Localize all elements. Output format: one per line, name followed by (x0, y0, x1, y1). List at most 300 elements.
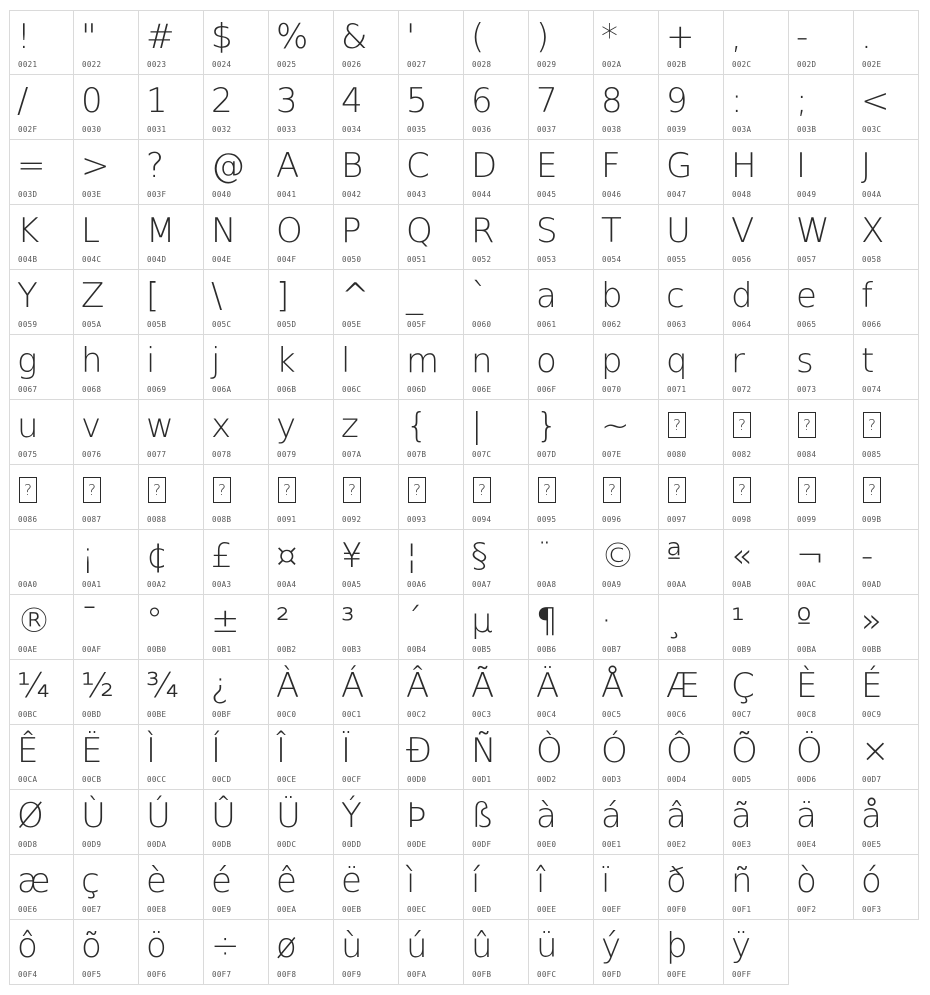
glyph-char: ) (536, 17, 550, 57)
glyph-cell (724, 855, 789, 920)
glyph-code-label: 00EB (342, 905, 362, 914)
glyph-code-label: 00F2 (797, 905, 817, 914)
glyph-cell (594, 595, 659, 660)
missing-glyph-box: ? (408, 477, 426, 503)
glyph-char: \ (211, 276, 223, 316)
glyph-cell (269, 855, 334, 920)
glyph-char: ª (666, 536, 683, 576)
glyph-code-label: 0084 (797, 450, 817, 459)
glyph-cell (9, 660, 74, 725)
glyph-cell (204, 270, 269, 335)
glyph-cell (204, 400, 269, 465)
glyph-code-label: 0080 (667, 450, 687, 459)
glyph-char: þ (666, 926, 688, 966)
glyph-code-label: 00DA (147, 840, 167, 849)
glyph-code-label: 00AA (667, 580, 687, 589)
glyph-code-label: 0062 (602, 320, 622, 329)
glyph-code-label: 00AF (82, 645, 102, 654)
glyph-cell (269, 725, 334, 790)
glyph-table (9, 10, 919, 985)
glyph-cell (204, 595, 269, 660)
missing-glyph-box: ? (733, 412, 751, 438)
glyph-char: á (601, 796, 622, 836)
glyph-code-label: 007C (472, 450, 492, 459)
glyph-cell (789, 270, 854, 335)
glyph-code-label: 008B (212, 515, 232, 524)
glyph-code-label: 00FE (667, 970, 687, 979)
glyph-code-label: 00B7 (602, 645, 622, 654)
glyph-cell (464, 725, 529, 790)
glyph-char: Ë (81, 731, 103, 771)
glyph-code-label: 00A5 (342, 580, 362, 589)
glyph-code-label: 0082 (732, 450, 752, 459)
glyph-char: V (731, 211, 755, 251)
glyph-code-label: 00BC (18, 710, 38, 719)
glyph-char: 0 (81, 81, 103, 121)
glyph-code-label: 00A9 (602, 580, 622, 589)
glyph-code-label: 00AD (862, 580, 882, 589)
glyph-code-label: 002F (18, 125, 38, 134)
glyph-cell (139, 140, 204, 205)
glyph-cell (74, 660, 139, 725)
glyph-char: ; (796, 81, 808, 121)
glyph-char: Þ (406, 796, 427, 836)
glyph-char: T (601, 211, 622, 251)
glyph-cell (204, 205, 269, 270)
glyph-char: Q (406, 211, 433, 251)
glyph-cell (204, 140, 269, 205)
glyph-cell (464, 270, 529, 335)
glyph-cell (659, 595, 724, 660)
glyph-char: Í (211, 731, 222, 771)
glyph-cell (464, 790, 529, 855)
glyph-code-label: 00B6 (537, 645, 557, 654)
glyph-char: ÿ (731, 926, 752, 966)
glyph-code-label: 0086 (18, 515, 38, 524)
glyph-cell (204, 335, 269, 400)
glyph-code-label: 0087 (82, 515, 102, 524)
glyph-cell (529, 530, 594, 595)
glyph-char: ¹ (731, 601, 745, 641)
glyph-code-label: 003D (18, 190, 38, 199)
glyph-char: G (666, 146, 693, 186)
glyph-char: o (536, 341, 557, 381)
glyph-code-label: 0040 (212, 190, 232, 199)
glyph-code-label: 0026 (342, 60, 362, 69)
glyph-code-label: 00A7 (472, 580, 492, 589)
glyph-code-label: 0035 (407, 125, 427, 134)
missing-glyph-box: ? (668, 412, 686, 438)
glyph-char: ú (406, 926, 428, 966)
glyph-cell (789, 660, 854, 725)
glyph-char: W (796, 211, 830, 251)
glyph-code-label: 00BE (147, 710, 167, 719)
glyph-char: Ð (406, 731, 433, 771)
glyph-cell (724, 270, 789, 335)
glyph-code-label: 00DC (277, 840, 297, 849)
glyph-char: _ (406, 276, 423, 316)
glyph-char: Ä (536, 666, 560, 706)
glyph-cell (139, 530, 204, 595)
glyph-code-label: 0088 (147, 515, 167, 524)
glyph-char: é (211, 861, 232, 901)
glyph-cell (529, 270, 594, 335)
missing-glyph-box: ? (213, 477, 231, 503)
glyph-cell (139, 400, 204, 465)
glyph-cell (594, 660, 659, 725)
glyph-char: $ (211, 17, 233, 57)
glyph-char: K (17, 211, 40, 251)
glyph-cell (529, 10, 594, 75)
glyph-char: ¦ (406, 536, 418, 576)
glyph-char: i (146, 341, 156, 381)
glyph-code-label: 002B (667, 60, 687, 69)
glyph-cell (464, 530, 529, 595)
glyph-code-label: 0085 (862, 450, 882, 459)
glyph-code-label: 0050 (342, 255, 362, 264)
glyph-cell (659, 660, 724, 725)
glyph-char: À (276, 666, 300, 706)
glyph-char: è (146, 861, 167, 901)
glyph-code-label: 0079 (277, 450, 297, 459)
glyph-code-label: 0097 (667, 515, 687, 524)
glyph-code-label: 0098 (732, 515, 752, 524)
glyph-cell (529, 595, 594, 660)
glyph-code-label: 00D8 (18, 840, 38, 849)
glyph-cell (594, 855, 659, 920)
glyph-cell (334, 725, 399, 790)
glyph-code-label: 00CD (212, 775, 232, 784)
glyph-code-label: 00C9 (862, 710, 882, 719)
glyph-cell (139, 790, 204, 855)
glyph-code-label: 00FC (537, 970, 557, 979)
glyph-code-label: 00C0 (277, 710, 297, 719)
glyph-char: ì (406, 861, 416, 901)
glyph-code-label: 00AC (797, 580, 817, 589)
glyph-char: ¯ (81, 601, 98, 641)
glyph-char: / (17, 81, 29, 121)
glyph-cell (529, 855, 594, 920)
glyph-cell (789, 855, 854, 920)
glyph-code-label: 0067 (18, 385, 38, 394)
glyph-cell (464, 10, 529, 75)
glyph-code-label: 0074 (862, 385, 882, 394)
glyph-code-label: 00E0 (537, 840, 557, 849)
glyph-cell (854, 660, 919, 725)
glyph-code-label: 0066 (862, 320, 882, 329)
glyph-cell (74, 205, 139, 270)
glyph-cell (529, 920, 594, 985)
glyph-char: 2 (211, 81, 233, 121)
glyph-code-label: 0033 (277, 125, 297, 134)
glyph-char: z (341, 406, 359, 446)
glyph-cell (724, 530, 789, 595)
glyph-code-label: 00DE (407, 840, 427, 849)
glyph-code-label: 0068 (82, 385, 102, 394)
glyph-char: s (796, 341, 814, 381)
glyph-code-label: 00E4 (797, 840, 817, 849)
glyph-code-label: 0043 (407, 190, 427, 199)
glyph-char: ± (211, 601, 240, 641)
glyph-code-label: 00A6 (407, 580, 427, 589)
glyph-code-label: 0023 (147, 60, 167, 69)
glyph-char: g (17, 341, 38, 381)
glyph-cell (789, 465, 854, 530)
glyph-code-label: 0095 (537, 515, 557, 524)
glyph-char: ¨ (536, 536, 553, 576)
glyph-char: ² (276, 601, 290, 641)
glyph-char: [ (146, 276, 160, 316)
glyph-char: ? (146, 146, 165, 186)
glyph-code-label: 0077 (147, 450, 167, 459)
glyph-char: r (731, 341, 745, 381)
glyph-cell (334, 205, 399, 270)
glyph-char: u (17, 406, 39, 446)
glyph-cell (464, 465, 529, 530)
glyph-char: Õ (731, 731, 758, 771)
glyph-code-label: 003B (797, 125, 817, 134)
glyph-cell (269, 465, 334, 530)
glyph-cell (139, 75, 204, 140)
glyph-cell (724, 790, 789, 855)
glyph-char: e (796, 276, 817, 316)
glyph-cell (594, 400, 659, 465)
glyph-code-label: 0073 (797, 385, 817, 394)
glyph-code-label: 00E7 (82, 905, 102, 914)
glyph-cell (139, 465, 204, 530)
glyph-code-label: 00EC (407, 905, 427, 914)
glyph-char: 4 (341, 81, 363, 121)
glyph-code-label: 003F (147, 190, 167, 199)
glyph-cell (789, 790, 854, 855)
glyph-code-label: 0072 (732, 385, 752, 394)
glyph-char: p (601, 341, 623, 381)
glyph-cell (659, 75, 724, 140)
glyph-char: C (406, 146, 430, 186)
glyph-code-label: 00D2 (537, 775, 557, 784)
glyph-cell (464, 595, 529, 660)
glyph-cell (594, 140, 659, 205)
glyph-code-label: 0049 (797, 190, 817, 199)
glyph-code-label: 0038 (602, 125, 622, 134)
glyph-char: % (276, 17, 309, 57)
glyph-char: ù (341, 926, 363, 966)
glyph-cell (594, 270, 659, 335)
glyph-cell (659, 790, 724, 855)
missing-glyph-box: ? (473, 477, 491, 503)
glyph-char: " (81, 17, 97, 57)
glyph-cell (464, 920, 529, 985)
glyph-cell (204, 920, 269, 985)
glyph-cell (399, 595, 464, 660)
glyph-cell (9, 595, 74, 660)
glyph-cell (399, 790, 464, 855)
glyph-code-label: 0053 (537, 255, 557, 264)
glyph-char: l (341, 341, 351, 381)
glyph-code-label: 006A (212, 385, 232, 394)
glyph-char: ç (81, 861, 100, 901)
glyph-char: D (471, 146, 498, 186)
glyph-char: F (601, 146, 621, 186)
glyph-char: å (861, 796, 882, 836)
glyph-char: £ (211, 536, 233, 576)
glyph-char: m (406, 341, 440, 381)
glyph-code-label: 00C1 (342, 710, 362, 719)
glyph-char: f (861, 276, 873, 316)
glyph-char: h (81, 341, 103, 381)
glyph-cell (529, 725, 594, 790)
glyph-cell (269, 75, 334, 140)
glyph-char: S (536, 211, 558, 251)
glyph-char: 5 (406, 81, 428, 121)
glyph-char: í (471, 861, 481, 901)
glyph-char: A (276, 146, 300, 186)
glyph-char: ¼ (17, 666, 50, 706)
glyph-cell (334, 335, 399, 400)
glyph-code-label: 002C (732, 60, 752, 69)
glyph-code-label: 0041 (277, 190, 297, 199)
glyph-cell (269, 10, 334, 75)
glyph-cell (74, 855, 139, 920)
glyph-cell (269, 335, 334, 400)
glyph-char: ½ (81, 666, 114, 706)
glyph-char: Ã (471, 666, 495, 706)
glyph-cell (334, 465, 399, 530)
glyph-cell (464, 660, 529, 725)
glyph-code-label: 006E (472, 385, 492, 394)
glyph-cell (594, 75, 659, 140)
glyph-code-label: 00A2 (147, 580, 167, 589)
glyph-code-label: 0030 (82, 125, 102, 134)
glyph-char: # (146, 17, 175, 57)
glyph-cell (464, 855, 529, 920)
glyph-cell (854, 10, 919, 75)
glyph-char: ÷ (211, 926, 240, 966)
glyph-code-label: 00D5 (732, 775, 752, 784)
glyph-code-label: 00E8 (147, 905, 167, 914)
glyph-code-label: 00CE (277, 775, 297, 784)
glyph-char: c (666, 276, 685, 316)
glyph-code-label: 00B2 (277, 645, 297, 654)
glyph-cell (854, 205, 919, 270)
glyph-char: ¤ (276, 536, 298, 576)
glyph-char: Ê (17, 731, 39, 771)
glyph-char: X (861, 211, 885, 251)
glyph-code-label: 0059 (18, 320, 38, 329)
glyph-char: ¾ (146, 666, 179, 706)
glyph-char: < (861, 81, 890, 121)
glyph-cell (9, 530, 74, 595)
glyph-code-label: 004A (862, 190, 882, 199)
glyph-cell (9, 10, 74, 75)
glyph-cell (659, 140, 724, 205)
glyph-cell (334, 920, 399, 985)
glyph-cell (854, 75, 919, 140)
glyph-char: : (731, 81, 743, 121)
glyph-cell (789, 725, 854, 790)
glyph-code-label: 00D1 (472, 775, 492, 784)
glyph-cell (854, 855, 919, 920)
glyph-cell (399, 660, 464, 725)
glyph-code-label: 00D7 (862, 775, 882, 784)
glyph-cell (139, 10, 204, 75)
glyph-code-label: 0022 (82, 60, 102, 69)
glyph-cell (529, 205, 594, 270)
glyph-char: Ò (536, 731, 563, 771)
glyph-code-label: 007E (602, 450, 622, 459)
glyph-cell (9, 270, 74, 335)
glyph-cell (789, 205, 854, 270)
glyph-cell (269, 400, 334, 465)
glyph-char: N (211, 211, 237, 251)
glyph-char: ¸ (666, 601, 683, 641)
glyph-char: Ø (17, 796, 44, 836)
glyph-cell (399, 855, 464, 920)
glyph-code-label: 00DB (212, 840, 232, 849)
glyph-char: U (666, 211, 691, 251)
glyph-code-label: 0054 (602, 255, 622, 264)
glyph-cell (464, 400, 529, 465)
glyph-cell (74, 10, 139, 75)
glyph-cell (269, 920, 334, 985)
glyph-code-label: 00F0 (667, 905, 687, 914)
glyph-char: ò (796, 861, 817, 901)
glyph-code-label: 002E (862, 60, 882, 69)
glyph-code-label: 00F4 (18, 970, 38, 979)
glyph-char: & (341, 17, 368, 57)
glyph-cell (464, 75, 529, 140)
glyph-cell (334, 595, 399, 660)
glyph-char: Z (81, 276, 105, 316)
glyph-char: § (471, 536, 488, 576)
glyph-cell (9, 725, 74, 790)
glyph-cell (594, 920, 659, 985)
glyph-cell (399, 530, 464, 595)
glyph-code-label: 0037 (537, 125, 557, 134)
glyph-code-label: 00EF (602, 905, 622, 914)
glyph-char: , (731, 17, 742, 57)
glyph-char: y (276, 406, 297, 446)
glyph-cell (269, 595, 334, 660)
glyph-char: ^ (341, 276, 370, 316)
glyph-code-label: 005B (147, 320, 167, 329)
glyph-char: Ó (601, 731, 628, 771)
glyph-cell (9, 400, 74, 465)
glyph-cell (529, 660, 594, 725)
glyph-char: ° (146, 601, 163, 641)
glyph-code-label: 0051 (407, 255, 427, 264)
glyph-char: û (471, 926, 493, 966)
glyph-cell (854, 530, 919, 595)
glyph-cell (594, 530, 659, 595)
glyph-code-label: 003C (862, 125, 882, 134)
glyph-code-label: 00E1 (602, 840, 622, 849)
missing-glyph-box: ? (798, 412, 816, 438)
glyph-char: . (861, 17, 872, 57)
glyph-char: ü (536, 926, 558, 966)
glyph-cell (724, 205, 789, 270)
glyph-code-label: 00A8 (537, 580, 557, 589)
glyph-code-label: 00C2 (407, 710, 427, 719)
glyph-cell (74, 400, 139, 465)
glyph-cell (204, 75, 269, 140)
glyph-code-label: 00A0 (18, 580, 38, 589)
glyph-char: ] (276, 276, 290, 316)
glyph-code-label: 00BD (82, 710, 102, 719)
glyph-cell (724, 140, 789, 205)
glyph-char: ¥ (341, 536, 363, 576)
glyph-code-label: 003E (82, 190, 102, 199)
